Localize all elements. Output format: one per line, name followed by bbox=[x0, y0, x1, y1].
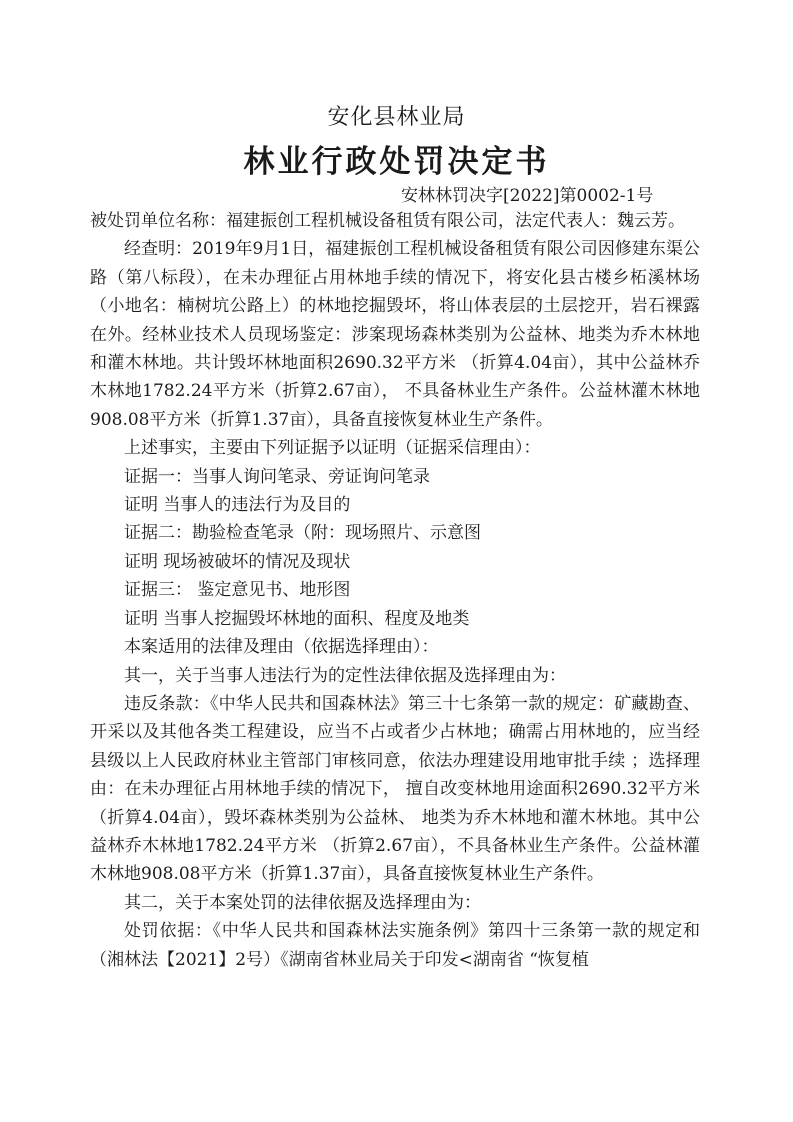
penalty-basis-paragraph: 处罚依据：《中华人民共和国森林法实施条例》第四十三条第一款的规定和（湘林法【2021】2号）《湖南省林业局关于印发<湖南省 “恢复植 bbox=[90, 921, 700, 970]
legal-basis-heading-1: 其一，关于当事人违法行为的定性法律依据及选择理由为： bbox=[124, 665, 566, 686]
evidence-item-1: 证据一：当事人询问笔录、旁证询问笔录 bbox=[124, 466, 430, 487]
issuing-organization: 安化县林业局 bbox=[327, 105, 466, 130]
document-body bbox=[90, 207, 700, 974]
document-number: 安林林罚决字[2022]第0002-1号 bbox=[401, 186, 654, 206]
findings-paragraph: 经查明：2019年9月1日，福建振创工程机械设备租赁有限公司因修建东渠公路（第八标段），在未办理征占用林地手续的情况下，将安化县古楼乡柘溪林场（小地名：楠树坑公路上）的林地挖掘毁坏，将山体表层的土层挖开，岩石裸露在外。经林业技术人员现场鉴定：涉案现场森林类别为公益林、地类为乔木林地和灌木林地。共计毁坏林地面积2690.32平方米 （折算4.04亩），其中公益林乔木林地1782.24平方米（折算2.67亩）， 不具备林业生产条件。公益林灌木林地908.08平方米（折算1.37亩），具备直接恢复林业生产条件。 bbox=[90, 239, 700, 430]
evidence-proof-1: 证明 当事人的违法行为及目的 bbox=[124, 495, 351, 516]
applicable-law-intro: 本案适用的法律及理由（依据选择理由）： bbox=[124, 637, 439, 658]
document-title: 林业行政处罚决定书 bbox=[243, 144, 550, 180]
evidence-proof-2: 证明 现场被破坏的情况及现状 bbox=[124, 551, 351, 572]
evidence-item-3: 证据三： 鉴定意见书、地形图 bbox=[124, 580, 351, 601]
party-name-paragraph: 被处罚单位名称：福建振创工程机械设备租赁有限公司，法定代表人：魏云芳。 bbox=[90, 211, 685, 231]
violation-clause-paragraph: 违反条款：《中华人民共和国森林法》第三十七条第一款的规定：矿藏勘查、开采以及其他各类工程建设，应当不占或者少占林地；确需占用林地的，应当经县级以上人民政府林业主管部门审核同意，依法办理建设用地审批手续 ；选择理由：在未办理征占用林地手续的情况下， 擅自改变林地用途面积2690.32平方米（折算4.04亩），毁坏森林类别为公益林、 地类为乔木林地和灌木林地。其中公益林乔木林地1782.24平方米 （折算2.67亩），不具备林业生产条件。公益林灌木林地908.08平方米（折算1.37亩），具备直接恢复林业生产条件。 bbox=[90, 693, 700, 885]
evidence-item-2: 证据二：勘验检查笔录（附：现场照片、示意图 bbox=[124, 523, 481, 544]
evidence-proof-3: 证明 当事人挖掘毁坏林地的面积、程度及地类 bbox=[124, 608, 470, 629]
legal-basis-heading-2: 其二，关于本案处罚的法律依据及选择理由为： bbox=[124, 892, 481, 913]
evidence-intro: 上述事实，主要由下列证据予以证明（证据采信理由）： bbox=[124, 438, 541, 459]
